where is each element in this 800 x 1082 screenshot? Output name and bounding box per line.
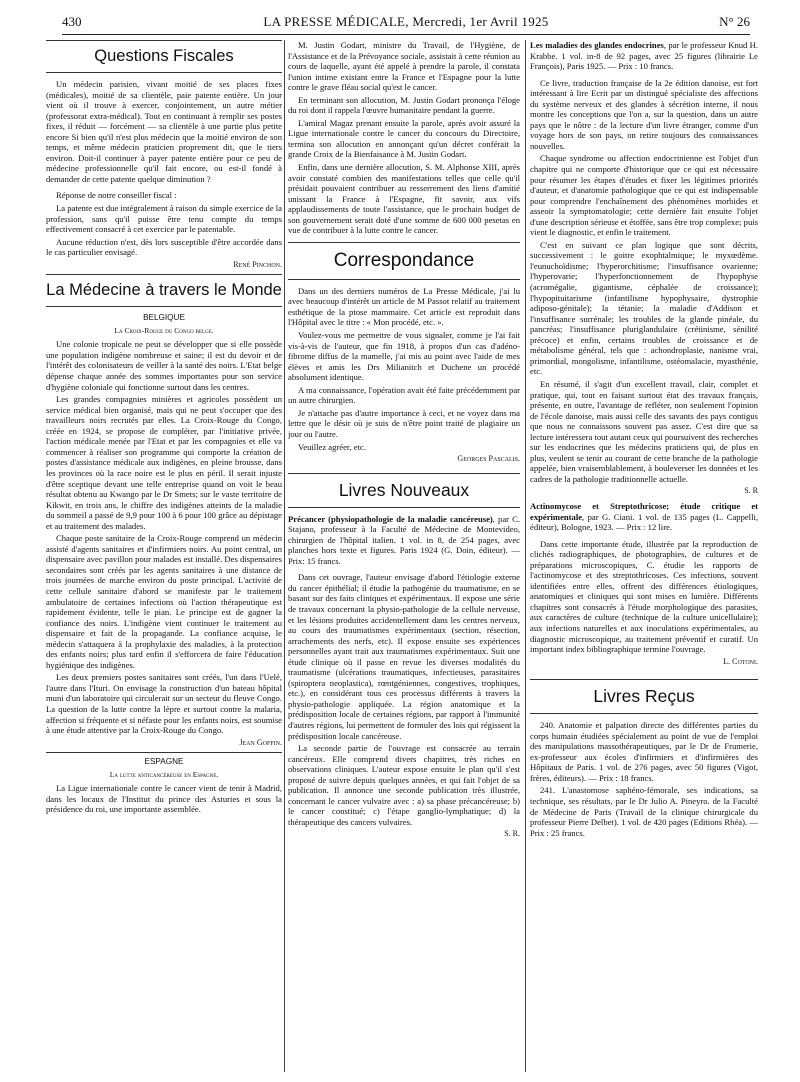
review-paragraph: Ce livre, traduction française de la 2e édition danoise, est fort intéressant à lire Ecrit par un distingué spécialiste des affections du système nerveux et des glandes à sécrétion interne, il nous montre les conceptions que l'on a, sur la question, dans un autre pays que le nôtre : de la lecture d'un livre étranger, comme d'un voyage hors de son pays, on retire toujours des connaissances nouvelles. [530, 77, 758, 151]
page-number: 430 [62, 14, 82, 29]
book-title: Les maladies des glandes endocrines [530, 40, 664, 50]
subheading-lutte: La lutte anticancéreuse en Espagne. [109, 769, 219, 779]
article-paragraph: Les deux premiers postes sanitaires sont créés, l'un dans l'Uelé, l'autre dans l'Ituri. On envisage la construction d'un bateau hôpital muni d'un laboratoire qui circulerait sur un secteur du fleuve Congo. La question de la lutte contre la lèpre et surtout contre la malaria, affection si fréquente et si néfaste pour les enfants noirs, est soumise à une étude attentive par la Croix-Rouge du Congo. [46, 672, 282, 736]
fiscal-answer: La patente est due intégralement à raison du simple exercice de la profession, sans qu'il puisse être tenu compte du temps effectivement consacré à cet exercice par le patentable. [46, 203, 282, 235]
article-paragraph: Chaque poste sanitaire de la Croix-Rouge comprend un médecin assisté d'agents sanitaires et d'infirmiers noirs. Au point central, un dispensaire avec pavillon pour malades est installé. Des dispensaires secondaires sont créés par les agents sanitaires à une distance de trois journées de marche environ du poste principal. L'activité de cette cellule sanitaire d'abord se manifeste par le traitement ambulatoire de certaines infections où l'action thérapeutique est rapidement évidente, telle le pian. Le principe est de gagner la confiance des noirs. L'indigène vient continuer le traitement au dispensaire et fait de la propagande. La confiance acquise, le médecin s'attaquera à la prophylaxie des maladies, à la protection des enfants noirs; plus tard enfin il s'efforcera de faire l'éducation hygiénique des indigènes. [46, 533, 282, 670]
article-paragraph: Les grandes compagnies minières et agricoles possèdent un service médical bien organisé, mais qui ne peut s'occuper que des travailleurs noirs recrutés par elles. La Croix-Rouge du Congo, créée en 1924, se propose de compléter, par l'initiative privée, l'action médicale menée par l'Etat et par les compagnies et elle va commencer à réaliser son programme qui comporte la création de postes d'assistance médicale aux indigènes, en pleine brousse, dans les provinces où la race noire est le plus en péril. Il serait injuste d'être sceptique devant une telle entreprise quand on voit le beau résultat obtenu au Kwango par le Dr Smets; sur le vaste territoire de Kikwit, en trois ans, le chiffre des indigènes atteints de la maladie du sommeil a passé de 9,9 pour 100 à 6 pour 100 grâce au dépistage et au traitement des malades. [46, 394, 282, 531]
subheading-croix-rouge: La Croix-Rouge du Congo belge. [114, 325, 214, 335]
review-signature: L. Cotoni. [723, 656, 758, 666]
received-book-item: 240. Anatomie et palpation directe des différentes parties du corps humain étudiées spécialement au point de vue de l'emploi des manipulations massothérapeutiques, par le Dr de Frumerie, ex-professeur aux écoles d'infirmiers et d'infirmières des Hôpitaux de Paris. 1 vol. de 276 pages, avec 50 figures (Vigot, frères, éditeurs). — Prix : 18 francs. [530, 720, 758, 783]
review-signature: S. R. [504, 829, 520, 839]
article-paragraph: Une colonie tropicale ne peut se développer que si elle possède une population indigène nombreuse et saine; il est du devoir et de l'intérêt des colonisateurs de veiller à la santé des noirs. L'Etat belge dépense chaque année des sommes importantes pour son service d'hygiène coloniale qui fonctionne surtout dans les centres. [46, 339, 282, 392]
belgique-signature: Jean Goffin. [239, 737, 282, 747]
book-title: Actinomycose et Streptothricose; étude critique et expérimentale [530, 500, 758, 522]
review-paragraph: Dans cette importante étude, illustrée par la reproduction de clichés radiographiques, de photographies, de cultures et de préparations microscopiques, C. étudie les rapports de l'actinomycose et des streptothricoses. Ces infections, souvent identifiées entre elles, offrent des différences étiologiques, anatomiques et cliniques qui sont mises en lumière. Différents chapitres sont consacrés à l'étude morphologique des parasites, aux caractères de culture (technique de la culture unicellulaire); aux infections naturelles et aux inoculations expérimentales, au diagnostic microscopique, au traitement préventif et curatif. Un important index bibliographique termine l'ouvrage. [530, 538, 758, 655]
review-paragraph: C'est en suivant ce plan logique que sont décrits, successivement : le goitre exophtalmique; le myxœdème. l'eunuchoïdisme; l'hyperorchitisme; l'insuffisance ovarienne; l'hyperovarie; l'hyperfonctionnement de l'hypophyse (acromégalie, gigantisme, céphalée de croissance); l'hypopituitarisme (infantilisme hypophysaire, dystrophie adiposo-génitale); la tétanie; la maladie d'Addison et l'insuffisance surrénale; les troubles de la glande pinéale, du pancréas; l'insuffisance pluriglandulaire (crétinisme, sénilité précoce) et enfin, certains troubles de croissance et de métabolisme général, tels que : achondroplasie, nanisme vrai, primordial, mongolisme, infantilisme, ostéomalacie, myasthénie, etc. [530, 239, 758, 377]
column-right [530, 40, 758, 1076]
review-signature: S. R [744, 486, 758, 496]
book-details: , par G. Ciani. 1 vol. de 135 pages (L. Cappelli, éditeur), Bologne, 1923. — Prix : 12 lire. [530, 511, 758, 533]
section-title-livres-recus: Livres Reçus [530, 679, 758, 714]
review-paragraph: En résumé, il s'agit d'un excellent travail, clair, complet et pratique, qui, tout en faisant surtout état des travaux français, présente, en outre, l'avantage de refléter, non seulement l'opinion de l'école danoise, mais aussi celle des savants des pays contigus que nous ne connaissons souvent pas assez. C'est dire que sa lecture intéressera tout autant ceux qui poursuivent des recherches sur les endocrines que les médecins praticiens qui, de plus en plus, veulent se tenir au courant de cette branche de la pathologie appelée, bien vraisemblablement, à bouleverser les données et les cadres de la pathologie traditionnelle actuelle. [530, 378, 758, 484]
correspondance-signature: Georges Pascalis. [457, 454, 520, 464]
article-paragraph: La Ligue internationale contre le cancer vient de tenir à Madrid, dans les locaux de l'Institut du prince des Asturies et sous la présidence du roi, une importante assemblée. [46, 783, 282, 815]
section-title-correspondance: Correspondance [288, 242, 520, 280]
issue-number: N° 26 [719, 14, 750, 29]
received-book-item: 241. L'anastomose saphéno-fémorale, ses indications, sa technique, ses résultats, par le Dr Julio A. Pineyro. de la Faculté de Médecine de Paris (Travail de la clinique chirurgicale du professeur Pierre Delbet). 1 vol. de 420 pages (Editions Rhéa). — Prix : 25 francs. [530, 785, 758, 838]
page-header [62, 10, 750, 35]
masthead-title: LA PRESSE MÉDICALE, Mercredi, 1er Avril 1925 [263, 14, 549, 29]
column-middle [288, 40, 520, 1076]
column-rule [525, 40, 526, 1072]
fiscal-signature: René Pinchon. [233, 259, 282, 269]
article-paragraph: Enfin, dans une dernière allocution, S. M. Alphonse XIII, après avoir constaté combien des manifestations telles que celle qu'il présidait pouvaient contribuer au resserrement des liens d'amitié unissant la France à l'Espagne, fit savoir, aux vifs applaudissements de toute l'assistance, que le prochain budget de son gouvernement serait doté d'une somme de 600 000 pesetas en vue de contribuer à la lutte contre le cancer. [288, 162, 520, 236]
column-rule [284, 40, 285, 1072]
fiscal-reply-intro: Réponse de notre conseiller fiscal : [56, 190, 177, 201]
article-paragraph: En terminant son allocution, M. Justin Godart prononça l'éloge du roi dont il rappela l'œuvre humanitaire pendant la guerre. [288, 94, 520, 116]
article-paragraph: L'amiral Magaz prenant ensuite la parole, après avoir assuré la Ligue internationale contre le cancer du concours du Directoire, termina son allocution en annonçant qu'un décret conférait la grande Croix de la Bienfaisance à M. Justin Godart. [288, 117, 520, 160]
book-reference [288, 514, 520, 567]
column-left [46, 40, 282, 1076]
review-paragraph: Dans cet ouvrage, l'auteur envisage d'abord l'étiologie externe du cancer épithélial; il étudie la pathogénie du traumatisme, en se basant sur des faits cliniques et expérimentaux. Il expose une série de travaux concernant la physio-pathologie de la cellule nerveuse, et les lésions produites accidentellement dans les centres nerveux, au cours des traumatismes expérimentaux (section, résection, arrachements des nerfs, etc). Il expose ensuite ses expériences personnelles ayant trait aux traumatismes expérimentaux. Suit une étude clinique où il passe en revue les diverses modalités du traumatisme (ulcérations traumatiques, infectieuses, parasitaires (spiroptera neoplastica), rœntgéniennes, congestives, trophiques, etc.), en considérant tous ces processus différents à travers la physio-pathologie appliquée. La région anatomique et la prédisposition locale de certaines régions, par rapport à l'immunité d'autres régions, lui permettent de formuler des lois qui régissent la prédisposition locale cancéreuse. [288, 572, 520, 741]
book-details: , par le professeur Knud H. Krabbe. 1 vol. in-8 de 92 pages, avec 25 figures (librairie Le François), Paris 1925. — Prix : 10 francs. [530, 40, 758, 72]
section-title-medecine: La Médecine à travers le Monde [46, 274, 282, 307]
article-paragraph: M. Justin Godart, ministre du Travail, de l'Hygiène, de l'Assistance et de la Prévoyance sociale, assistait à cette réunion au cours de laquelle, ayant été appelé à prendre la parole, il constata l'union intime existant entre la France et l'Espagne pour la lutte contre le grave fléau social qu'est le cancer. [288, 40, 520, 93]
book-reference [530, 501, 758, 533]
country-heading-espagne: ESPAGNE [144, 757, 184, 767]
letter-paragraph: Veuillez agréer, etc. [298, 441, 366, 452]
book-title: Précancer (physiopathologie de la maladie cancéreuse) [288, 513, 493, 524]
fiscal-answer: Aucune réduction n'est, dès lors susceptible d'être accordée dans le cas particulier envisagé. [46, 236, 282, 258]
country-heading-belgique: BELGIQUE [143, 313, 185, 323]
letter-paragraph: Je n'attache pas d'autre importance à ceci, et ne voyez dans ma lettre que le désir où je suis de n'être point traité de plagiaire un jour ou l'autre. [288, 407, 520, 439]
book-details: , par C. Stajano, professeur à la Faculté de Médecine de Montevideo, chirurgien de l'hôpital italien. 1 vol. in 8, de 254 pages, avec planches hors texte et figures. Paris 1924 (G. Doin, éditeur). — Prix: 15 francs. [288, 513, 520, 566]
review-paragraph: La seconde partie de l'ouvrage est consacrée au terrain cancéreux. Elle comprend divers chapitres, très riches en observations cliniques. L'auteur expose ensuite le plan qu'il s'est proposé de suivre depuis quelques années, et qui fait l'objet de sa publication. Il annonce une seconde publication très illustrée, concernant le cancer vulvaire avec : a) sa phase précancéreuse; b) le cancer constitué; c) l'étape ganglio-lymphatique; d) la thérapeutique des cancers vulvaires. [288, 743, 520, 827]
letter-paragraph: A ma connaissance, l'opération avait été faite précédemment par un autre chirurgien. [288, 384, 520, 406]
letter-paragraph: Voulez-vous me permettre de vous signaler, comme je l'ai fait vis-à-vis de l'auteur, que fin 1918, à propos d'un cas d'adéno-fibrome diffus de la mamelle, j'ai mis au point avec l'aide de mes élèves et amis les Drs Milianitch et Duchene un procédé absolument identique. [288, 330, 520, 383]
book-reference [530, 40, 758, 72]
fiscal-question: Un médecin parisien, vivant moitié de ses places fixes (médicales), moitié de sa clientèle, paie patente entière. Un jour vient où il trouve à exercer, conjointement, un autre métier (professorat extra-médical). Tout en continuant à remplir ses postes fixes, il réduit — forcément — sa clientèle à une partie plus petite encore Si bien qu'il n'est plus médecin que la moitié environ de son temps, et même médecin praticien proprement dit, que le tiers environ. Doit-il continuer à payer patente entière pour ce peu de médecine professionnelle qu'il fait encore, ou est-il fondé à demander de cette patente quelque diminution ? [46, 79, 282, 184]
section-title-livres-nouveaux: Livres Nouveaux [288, 473, 520, 508]
letter-paragraph: Dans un des derniers numéros de La Presse Médicale, j'ai lu avec beaucoup d'intérêt un article de M Passot relatif au traitement esthétique de la ptose mammaire. Cet article est reproduit dans l'Hôpital avec le titre : « Mon procédé, etc. ». [288, 285, 520, 328]
review-paragraph: Chaque syndrome ou affection endocrinienne est l'objet d'un chapitre qui ne comporte d'historique que ce qui est nécessaire pour résumer les étapes d'études et fixer les légitimes priorités d'auteur, et d'anatomie pathologique que ce qui est indispensable pour comprendre l'enchaînement des phénomènes morbides et asseoir la symptomatologie; cette dernière fait ensuite l'objet d'une description sérieuse et étoffée, sans être trop complexe; puis vient le diagnostic, et enfin le traitement. [530, 153, 758, 238]
section-title-fiscal: Questions Fiscales [46, 40, 282, 73]
